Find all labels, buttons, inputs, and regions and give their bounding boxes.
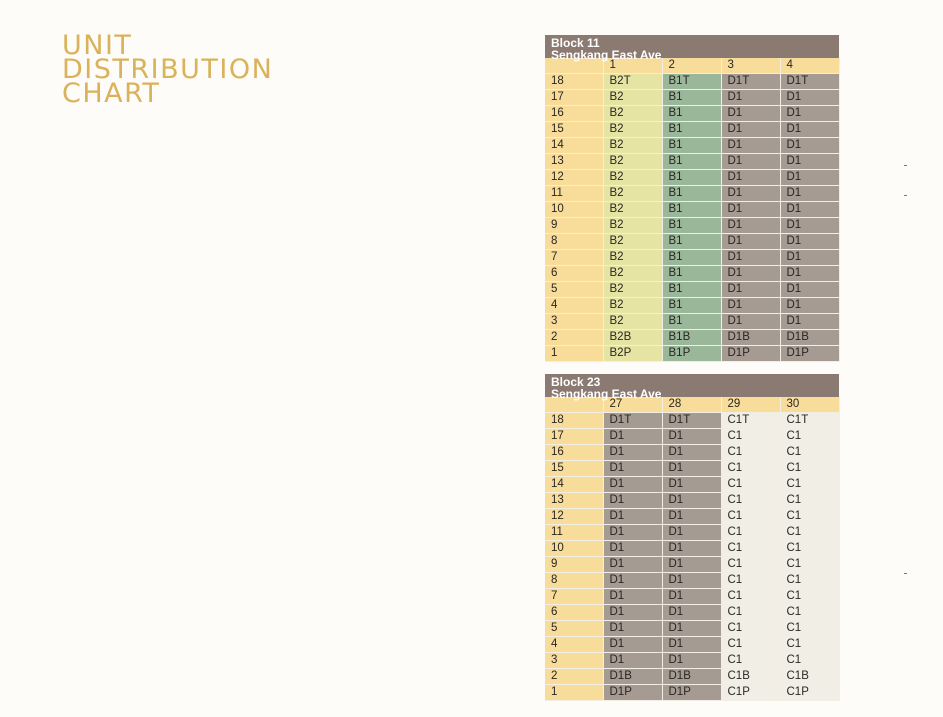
floor-row xyxy=(545,266,839,282)
floor-row xyxy=(545,573,839,589)
floor-number: 8 xyxy=(545,573,603,589)
unit-type-cell: D1P xyxy=(603,685,662,701)
unit-type-cell: C1 xyxy=(780,557,839,573)
unit-type-cell: B1P xyxy=(662,346,721,362)
unit-type-cell: B2T xyxy=(603,74,662,90)
unit-type-cell: B2 xyxy=(603,250,662,266)
floor-row xyxy=(545,525,839,541)
unit-type-cell: C1 xyxy=(721,653,780,669)
block-street: Sengkang East Ave xyxy=(551,48,662,62)
floor-number: 8 xyxy=(545,234,603,250)
floor-number: 1 xyxy=(545,685,603,701)
unit-type-cell: D1 xyxy=(662,445,721,461)
unit-type-cell: D1 xyxy=(603,445,662,461)
floor-number: 4 xyxy=(545,637,603,653)
block-11-table xyxy=(545,35,839,362)
floor-number: 12 xyxy=(545,170,603,186)
unit-type-cell: B2 xyxy=(603,186,662,202)
floor-row xyxy=(545,413,839,429)
unit-number-header: 28 xyxy=(662,397,721,413)
title-line-3: CHART xyxy=(62,78,161,109)
unit-type-cell: D1B xyxy=(662,669,721,685)
unit-type-cell: C1 xyxy=(721,557,780,573)
unit-type-cell: D1 xyxy=(603,557,662,573)
unit-type-cell: D1 xyxy=(603,605,662,621)
unit-type-cell: D1 xyxy=(721,154,780,170)
unit-type-cell: D1B xyxy=(780,330,839,346)
unit-type-cell: C1 xyxy=(721,541,780,557)
floor-row xyxy=(545,557,839,573)
title-line-1: UNIT xyxy=(62,30,133,61)
unit-type-cell: B1 xyxy=(662,138,721,154)
unit-type-cell: D1 xyxy=(603,477,662,493)
unit-type-cell: C1 xyxy=(721,589,780,605)
floor-row xyxy=(545,314,839,330)
floor-number: 13 xyxy=(545,154,603,170)
unit-type-cell: D1 xyxy=(662,525,721,541)
unit-type-cell: D1 xyxy=(662,541,721,557)
unit-type-cell: B1 xyxy=(662,186,721,202)
unit-type-cell: D1 xyxy=(603,429,662,445)
floor-row xyxy=(545,589,839,605)
floor-number: 16 xyxy=(545,445,603,461)
unit-type-cell: B2 xyxy=(603,90,662,106)
unit-type-cell: D1 xyxy=(780,186,839,202)
unit-type-cell: C1 xyxy=(780,621,839,637)
unit-type-cell: C1P xyxy=(780,685,839,701)
unit-type-cell: B1 xyxy=(662,266,721,282)
unit-type-cell: B1 xyxy=(662,202,721,218)
unit-number-header: 30 xyxy=(780,397,839,413)
unit-type-cell: C1 xyxy=(780,653,839,669)
unit-type-cell: D1 xyxy=(662,461,721,477)
floor-number: 14 xyxy=(545,138,603,154)
floor-row xyxy=(545,685,839,701)
unit-type-cell: C1 xyxy=(780,589,839,605)
unit-type-cell: C1 xyxy=(780,493,839,509)
unit-type-cell: D1 xyxy=(662,493,721,509)
unit-type-cell: C1 xyxy=(721,573,780,589)
floor-number: 7 xyxy=(545,250,603,266)
unit-type-cell: D1 xyxy=(780,90,839,106)
floor-row xyxy=(545,250,839,266)
unit-type-cell: D1 xyxy=(721,298,780,314)
unit-type-cell: D1 xyxy=(721,106,780,122)
floor-row xyxy=(545,186,839,202)
unit-type-cell: B1 xyxy=(662,106,721,122)
unit-type-cell: B1 xyxy=(662,122,721,138)
unit-type-cell: B2 xyxy=(603,122,662,138)
unit-type-cell: B2B xyxy=(603,330,662,346)
unit-type-cell: D1 xyxy=(780,154,839,170)
unit-type-cell: D1 xyxy=(603,493,662,509)
floor-number: 6 xyxy=(545,605,603,621)
floor-number: 10 xyxy=(545,541,603,557)
floor-row xyxy=(545,621,839,637)
unit-type-cell: B1 xyxy=(662,90,721,106)
block-name: Block 23 xyxy=(551,375,601,389)
unit-type-cell: C1 xyxy=(780,509,839,525)
unit-type-cell: C1 xyxy=(780,429,839,445)
unit-type-cell: C1 xyxy=(780,525,839,541)
unit-type-cell: C1T xyxy=(780,413,839,429)
unit-type-cell: B1 xyxy=(662,154,721,170)
unit-type-cell: D1 xyxy=(603,509,662,525)
unit-type-cell: C1T xyxy=(721,413,780,429)
unit-type-cell: D1 xyxy=(780,202,839,218)
unit-number-header: 29 xyxy=(721,397,780,413)
unit-type-cell: B2 xyxy=(603,266,662,282)
floor-row xyxy=(545,477,839,493)
unit-type-cell: D1 xyxy=(780,170,839,186)
unit-type-cell: B2 xyxy=(603,298,662,314)
unit-type-cell: C1 xyxy=(721,605,780,621)
floor-row xyxy=(545,138,839,154)
unit-type-cell: C1 xyxy=(721,509,780,525)
unit-type-cell: C1 xyxy=(780,461,839,477)
unit-type-cell: D1 xyxy=(780,298,839,314)
floor-number: 16 xyxy=(545,106,603,122)
unit-type-cell: D1 xyxy=(721,266,780,282)
unit-type-cell: D1 xyxy=(721,90,780,106)
unit-type-cell: D1 xyxy=(603,525,662,541)
floor-number: 9 xyxy=(545,218,603,234)
unit-type-cell: D1 xyxy=(780,250,839,266)
floor-row xyxy=(545,637,839,653)
unit-type-cell: D1B xyxy=(603,669,662,685)
unit-number-header: 4 xyxy=(780,58,839,74)
unit-type-cell: C1 xyxy=(721,621,780,637)
unit-type-cell: D1 xyxy=(721,250,780,266)
unit-type-cell: B1 xyxy=(662,234,721,250)
floor-number: 11 xyxy=(545,186,603,202)
unit-type-cell: D1 xyxy=(780,218,839,234)
floor-row xyxy=(545,445,839,461)
unit-type-cell: D1 xyxy=(662,573,721,589)
floor-row xyxy=(545,170,839,186)
unit-type-cell: D1P xyxy=(662,685,721,701)
unit-number-header: 1 xyxy=(603,58,662,74)
unit-type-cell: D1 xyxy=(780,234,839,250)
unit-type-cell: C1 xyxy=(780,445,839,461)
floor-row xyxy=(545,202,839,218)
unit-type-cell: D1 xyxy=(603,621,662,637)
block-street: Sengkang East Ave xyxy=(551,387,662,401)
unit-type-cell: D1 xyxy=(721,314,780,330)
unit-type-cell: C1 xyxy=(721,477,780,493)
floor-number: 6 xyxy=(545,266,603,282)
floor-row xyxy=(545,541,839,557)
floor-number: 3 xyxy=(545,653,603,669)
floor-number: 4 xyxy=(545,298,603,314)
floor-row xyxy=(545,330,839,346)
unit-type-cell: C1 xyxy=(721,637,780,653)
unit-type-cell: D1 xyxy=(780,314,839,330)
floor-number: 2 xyxy=(545,330,603,346)
floor-row xyxy=(545,509,839,525)
unit-type-cell: D1 xyxy=(662,621,721,637)
unit-type-cell: C1B xyxy=(780,669,839,685)
floor-number: 10 xyxy=(545,202,603,218)
floor-row xyxy=(545,90,839,106)
unit-type-cell: D1 xyxy=(721,122,780,138)
floor-row xyxy=(545,346,839,362)
floor-number: 9 xyxy=(545,557,603,573)
unit-type-cell: D1P xyxy=(780,346,839,362)
floor-row xyxy=(545,74,839,90)
floor-row xyxy=(545,461,839,477)
floor-row xyxy=(545,653,839,669)
unit-type-cell: C1 xyxy=(780,637,839,653)
unit-type-cell: D1 xyxy=(662,557,721,573)
unit-type-cell: D1T xyxy=(603,413,662,429)
unit-type-cell: D1 xyxy=(603,589,662,605)
unit-type-cell: D1 xyxy=(603,653,662,669)
unit-type-cell: B1 xyxy=(662,250,721,266)
unit-type-cell: D1 xyxy=(662,509,721,525)
floor-number: 7 xyxy=(545,589,603,605)
unit-type-cell: B2 xyxy=(603,154,662,170)
unit-type-cell: C1 xyxy=(721,445,780,461)
block-name: Block 11 xyxy=(551,36,600,50)
unit-type-cell: C1 xyxy=(780,573,839,589)
floor-number: 17 xyxy=(545,90,603,106)
unit-type-cell: D1 xyxy=(662,589,721,605)
unit-type-cell: C1 xyxy=(721,493,780,509)
unit-type-cell: D1 xyxy=(721,218,780,234)
unit-type-cell: B1 xyxy=(662,170,721,186)
unit-type-cell: B2 xyxy=(603,282,662,298)
unit-type-cell: C1P xyxy=(721,685,780,701)
unit-grid xyxy=(545,397,840,701)
unit-type-cell: D1 xyxy=(603,637,662,653)
floor-row xyxy=(545,429,839,445)
unit-type-cell: B2 xyxy=(603,314,662,330)
unit-type-cell: D1 xyxy=(603,541,662,557)
floor-number: 15 xyxy=(545,461,603,477)
unit-type-cell: B2 xyxy=(603,234,662,250)
block-header xyxy=(545,374,839,401)
floor-number: 17 xyxy=(545,429,603,445)
unit-type-cell: C1 xyxy=(780,605,839,621)
floor-number: 2 xyxy=(545,669,603,685)
title-line-2: DISTRIBUTION xyxy=(62,54,274,85)
block-header xyxy=(545,35,839,62)
unit-type-cell: D1 xyxy=(662,605,721,621)
floor-row xyxy=(545,154,839,170)
floor-number: 1 xyxy=(545,346,603,362)
floor-number: 12 xyxy=(545,509,603,525)
page-title xyxy=(62,30,274,109)
floor-row xyxy=(545,493,839,509)
floor-number: 11 xyxy=(545,525,603,541)
unit-type-cell: D1 xyxy=(721,234,780,250)
unit-type-cell: D1 xyxy=(721,138,780,154)
floor-number: 14 xyxy=(545,477,603,493)
unit-type-cell: B1 xyxy=(662,314,721,330)
unit-type-cell: D1 xyxy=(603,573,662,589)
unit-type-cell: C1 xyxy=(721,429,780,445)
unit-type-cell: D1 xyxy=(721,186,780,202)
unit-type-cell: D1 xyxy=(662,477,721,493)
unit-type-cell: B2 xyxy=(603,106,662,122)
unit-grid xyxy=(545,58,840,362)
unit-type-cell: D1T xyxy=(780,74,839,90)
unit-type-cell: B2 xyxy=(603,218,662,234)
unit-type-cell: D1 xyxy=(780,106,839,122)
floor-row xyxy=(545,298,839,314)
unit-type-cell: D1T xyxy=(721,74,780,90)
unit-type-cell: D1 xyxy=(780,266,839,282)
unit-type-cell: D1 xyxy=(721,282,780,298)
block-23-table xyxy=(545,374,839,701)
floor-number: 5 xyxy=(545,282,603,298)
unit-type-cell: D1T xyxy=(662,413,721,429)
floor-row xyxy=(545,605,839,621)
floor-number: 5 xyxy=(545,621,603,637)
unit-type-cell: B2 xyxy=(603,202,662,218)
edge-mark xyxy=(904,165,907,166)
floor-row xyxy=(545,122,839,138)
unit-type-cell: D1 xyxy=(662,637,721,653)
unit-type-cell: C1 xyxy=(780,541,839,557)
unit-type-cell: B2P xyxy=(603,346,662,362)
floor-row xyxy=(545,282,839,298)
unit-type-cell: D1 xyxy=(780,282,839,298)
unit-number-header: 3 xyxy=(721,58,780,74)
floor-row xyxy=(545,669,839,685)
edge-mark xyxy=(904,195,907,196)
unit-type-cell: D1 xyxy=(603,461,662,477)
floor-row xyxy=(545,234,839,250)
floor-number: 13 xyxy=(545,493,603,509)
unit-type-cell: D1 xyxy=(662,653,721,669)
unit-type-cell: D1 xyxy=(721,170,780,186)
unit-type-cell: B1 xyxy=(662,218,721,234)
unit-type-cell: C1 xyxy=(721,525,780,541)
unit-type-cell: B2 xyxy=(603,138,662,154)
floor-row xyxy=(545,106,839,122)
edge-mark xyxy=(904,573,907,574)
unit-type-cell: B1 xyxy=(662,282,721,298)
unit-type-cell: D1P xyxy=(721,346,780,362)
unit-type-cell: B1 xyxy=(662,298,721,314)
unit-type-cell: B1T xyxy=(662,74,721,90)
unit-type-cell: D1 xyxy=(780,138,839,154)
unit-type-cell: B2 xyxy=(603,170,662,186)
unit-type-cell: C1 xyxy=(721,461,780,477)
floor-number: 15 xyxy=(545,122,603,138)
unit-type-cell: C1B xyxy=(721,669,780,685)
unit-number-header: 27 xyxy=(603,397,662,413)
unit-type-cell: D1 xyxy=(721,202,780,218)
unit-type-cell: D1 xyxy=(780,122,839,138)
floor-number: 18 xyxy=(545,74,603,90)
unit-type-cell: D1B xyxy=(721,330,780,346)
unit-type-cell: C1 xyxy=(780,477,839,493)
floor-number: 18 xyxy=(545,413,603,429)
floor-number: 3 xyxy=(545,314,603,330)
floor-row xyxy=(545,218,839,234)
unit-type-cell: B1B xyxy=(662,330,721,346)
unit-type-cell: D1 xyxy=(662,429,721,445)
unit-number-header: 2 xyxy=(662,58,721,74)
